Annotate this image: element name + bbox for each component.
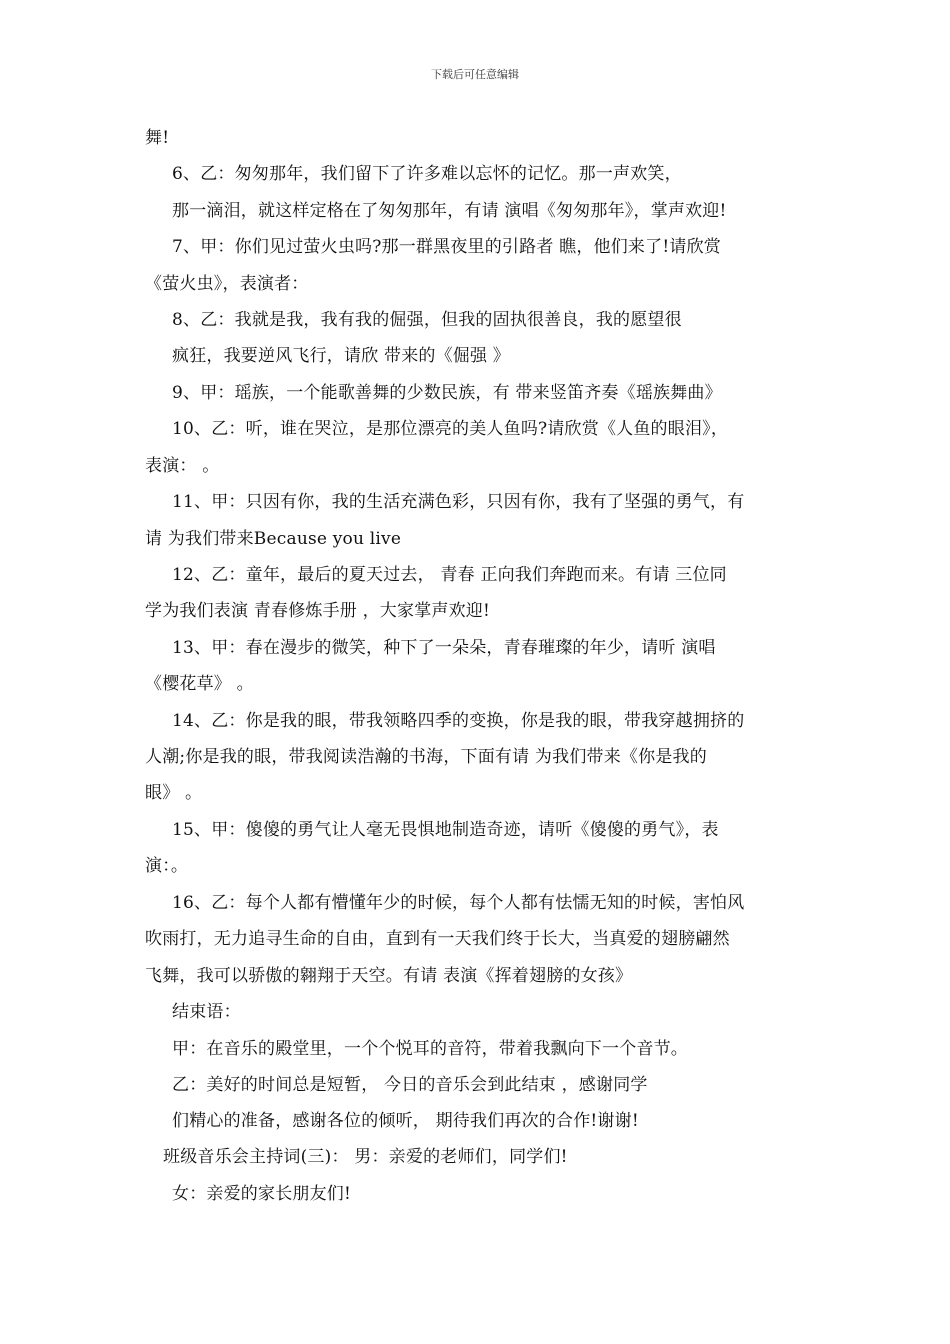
text-line: 16、乙：每个人都有懵懂年少的时候，每个人都有怯懦无知的时候，害怕风 — [172, 893, 745, 913]
text-line: 甲：在音乐的殿堂里，一个个悦耳的音符，带着我飘向下一个音节。 — [172, 1039, 688, 1059]
text-line: 11、甲：只因有你，我的生活充满色彩，只因有你，我有了坚强的勇气，有 — [172, 492, 745, 512]
text-line: 表演： 。 — [145, 456, 220, 476]
text-line: 《樱花草》 。 — [145, 674, 254, 694]
text-line: 9、甲：瑶族，一个能歌善舞的少数民族，有 带来竖笛齐奏《瑶族舞曲》 — [172, 383, 722, 403]
text-line: 7、甲：你们见过萤火虫吗?那一群黑夜里的引路者 瞧，他们来了!请欣赏 — [172, 237, 721, 257]
text-line: 13、甲：春在漫步的微笑，种下了一朵朵，青春璀璨的年少，请听 演唱 — [172, 638, 716, 658]
text-line: 疯狂，我要逆风飞行，请欣 带来的《倔强 》 — [172, 346, 511, 366]
text-line: 们精心的准备，感谢各位的倾听， 期待我们再次的合作!谢谢! — [172, 1111, 639, 1131]
text-line: 《萤火虫》，表演者： — [145, 274, 309, 294]
text-line: 14、乙：你是我的眼，带我领略四季的变换，你是我的眼，带我穿越拥挤的 — [172, 711, 745, 731]
text-line: 演：。 — [145, 856, 189, 876]
text-line: 学为我们表演 青春修炼手册 ，大家掌声欢迎! — [145, 601, 491, 621]
text-line: 那一滴泪，就这样定格在了匆匆那年，有请 演唱《匆匆那年》，掌声欢迎! — [172, 201, 727, 221]
text-line: 请 为我们带来Because you live — [145, 529, 402, 549]
text-line: 15、甲：傻傻的勇气让人毫无畏惧地制造奇迹，请听《傻傻的勇气》，表 — [172, 820, 719, 840]
text-line: 结束语： — [172, 1002, 241, 1022]
text-line: 吹雨打，无力追寻生命的自由，直到有一天我们终于长大，当真爱的翅膀翩然 — [145, 929, 730, 949]
text-line: 舞! — [145, 128, 170, 148]
text-line: 10、乙：听，谁在哭泣，是那位漂亮的美人鱼吗?请欣赏《人鱼的眼泪》， — [172, 419, 729, 439]
page-header: 下载后可任意编辑 — [431, 68, 519, 81]
text-line: 班级音乐会主持词(三)： 男：亲爱的老师们，同学们! — [163, 1147, 568, 1167]
text-line: 眼》 。 — [145, 783, 203, 803]
text-line: 6、乙：匆匆那年，我们留下了许多难以忘怀的记忆。那一声欢笑， — [172, 164, 682, 184]
text-line: 乙：美好的时间总是短暂， 今日的音乐会到此结束 ，感谢同学 — [172, 1075, 648, 1095]
text-line: 人潮;你是我的眼，带我阅读浩瀚的书海，下面有请 为我们带来《你是我的 — [145, 747, 707, 767]
text-line: 飞舞，我可以骄傲的翱翔于天空。有请 表演《挥着翅膀的女孩》 — [145, 966, 633, 986]
text-line: 12、乙：童年，最后的夏天过去， 青春 正向我们奔跑而来。有请 三位同 — [172, 565, 727, 585]
text-line: 女：亲爱的家长朋友们! — [172, 1184, 352, 1204]
text-line: 8、乙：我就是我，我有我的倔强，但我的固执很善良，我的愿望很 — [172, 310, 682, 330]
